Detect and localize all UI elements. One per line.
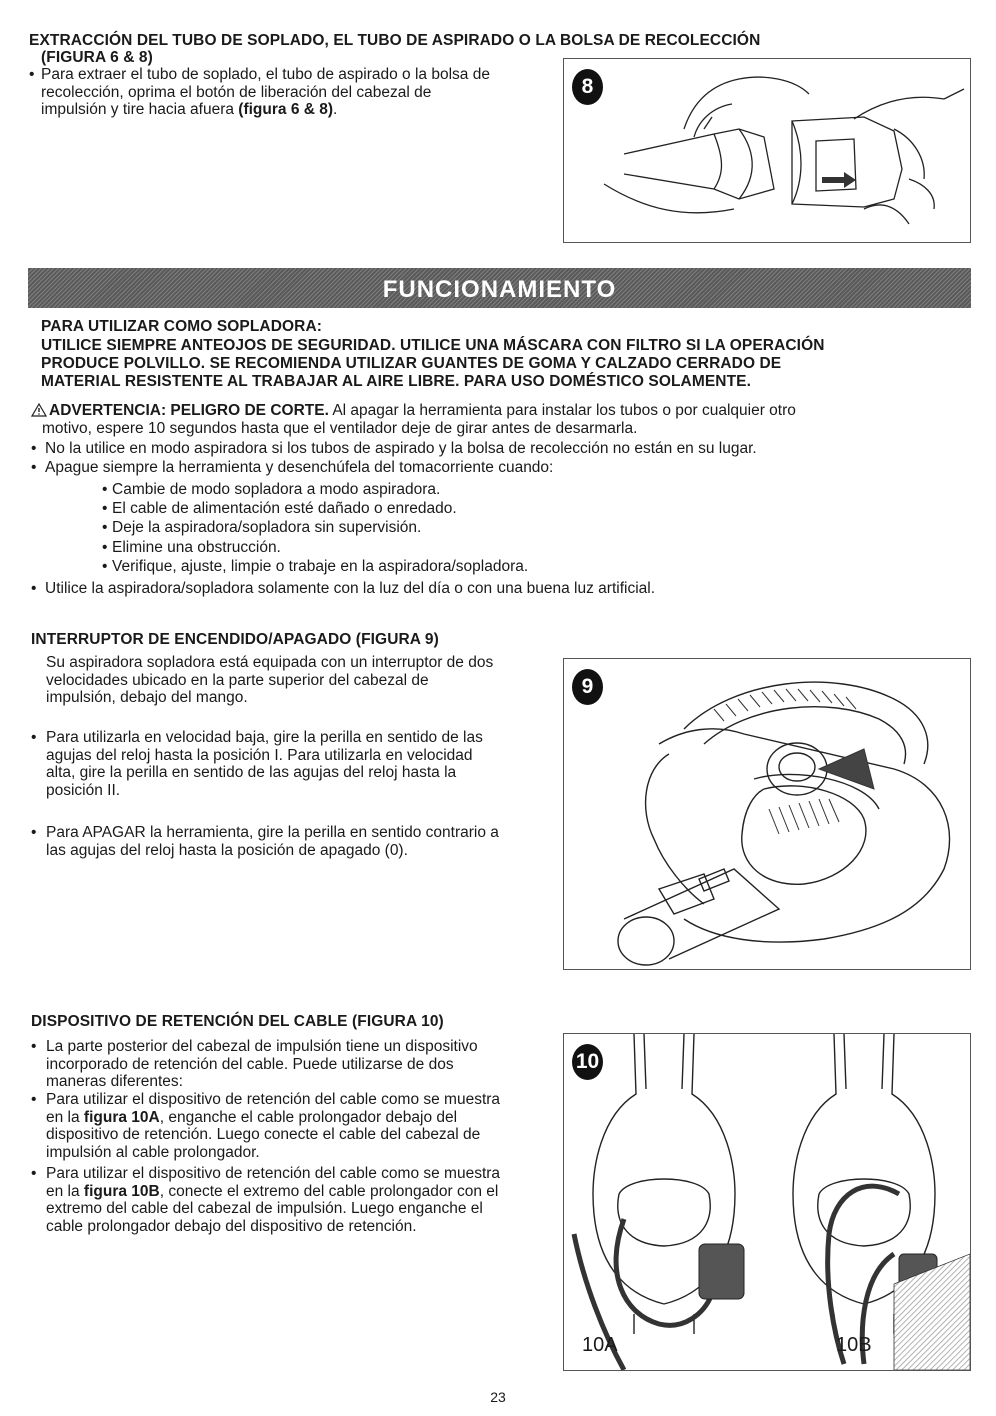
cable-heading: DISPOSITIVO DE RETENCIÓN DEL CABLE (FIGURA 10) [31,1013,444,1030]
bullet-marker: • [31,1091,37,1108]
text-span: impulsión y tire hacia afuera [41,101,239,119]
text-span: en la [46,1182,84,1200]
sub-item: Verifique, ajuste, limpie o trabaje en la aspiradora/sopladora. [112,558,529,575]
warning-triangle-icon [31,403,47,422]
text-line: alta, gire la perilla en sentido de las agujas del reloj hasta la [46,764,457,782]
figure-number-badge: 10 [572,1044,603,1080]
text-line: velocidades ubicado en la parte superior del cabezal de [46,671,429,689]
text-span: , enganche el cable prolongador debajo del [159,1108,458,1126]
section-heading: EXTRACCIÓN DEL TUBO DE SOPLADO, EL TUBO DE ASPIRADO O LA BOLSA DE RECOLECCIÓN [29,32,761,49]
text-line: Para utilizar el dispositivo de retención del cable como se muestra [46,1165,501,1182]
bullet-marker: • [102,539,108,556]
switch-heading: INTERRUPTOR DE ENCENDIDO/APAGADO (FIGURA 9) [31,631,439,648]
text-line: dispositivo de retención. Luego conecte el cable del cabezal de [46,1126,481,1144]
bullet-marker: • [31,580,37,597]
safety-line: UTILICE SIEMPRE ANTEOJOS DE SEGURIDAD. UTILICE UNA MÁSCARA CON FILTRO SI LA OPERACIÓN [41,337,825,354]
text-line: maneras diferentes: [46,1073,183,1091]
text-line: las agujas del reloj hasta la posición de apagado (0). [46,841,408,859]
operation-bullet: Utilice la aspiradora/sopladora solamente con la luz del día o con una buena luz artificial. [45,580,656,597]
switch-low-speed [46,729,566,799]
section-banner [28,268,971,308]
operation-bullet: Apague siempre la herramienta y desenchúfela del tomacorriente cuando: [45,459,554,476]
figure-number-badge: 8 [572,69,603,105]
figure-8-box [563,58,971,243]
text-line: La parte posterior del cabezal de impulsión tiene un dispositivo [46,1038,478,1055]
bullet-marker: • [31,1038,37,1055]
removal-instructions [41,66,561,119]
bullet-marker: • [31,440,37,457]
operation-bullet: No la utilice en modo aspiradora si los tubos de aspirado y la bolsa de recolección no están en su lugar. [45,440,757,457]
bullet-marker: • [102,500,108,517]
blower-illustration [564,659,970,969]
text-line: agujas del reloj hasta la posición I. Para utilizarla en velocidad [46,746,473,764]
bullet-marker: • [31,459,37,476]
text-line: Su aspiradora sopladora está equipada con un interruptor de dos [46,654,494,671]
text-span: . [333,101,338,119]
switch-intro [46,654,566,707]
bullet-marker: • [102,558,108,575]
section-heading-figure-ref: (FIGURA 6 & 8) [41,49,153,66]
text-line: impulsión al cable prolongador. [46,1143,260,1161]
bullet-marker: • [102,481,108,498]
sub-item: Cambie de modo sopladora a modo aspiradora. [112,481,441,498]
bullet-marker: • [31,1165,37,1182]
page-number: 23 [490,1389,506,1405]
text-line [46,1109,566,1127]
banner-title: FUNCIONAMIENTO [382,276,617,303]
figure-10-box [563,1033,971,1371]
bullet-marker: • [31,729,37,746]
figure-reference: (figura 6 & 8) [238,101,334,119]
cable-bullet [46,1165,566,1235]
blower-heading: PARA UTILIZAR COMO SOPLADORA: [41,318,323,335]
figure-reference: figura 10B [83,1182,160,1200]
figure-label-10b: 10B [836,1334,872,1356]
figure-8-illustration [564,59,970,242]
text-line [41,101,561,119]
figure-reference: figura 10A [83,1108,160,1126]
text-line: Para utilizar el dispositivo de retención del cable como se muestra [46,1091,501,1108]
text-line: extremo del cable del cabezal de impulsión. Luego enganche el [46,1200,483,1218]
bullet-marker: • [102,519,108,536]
text-line: impulsión, debajo del mango. [46,689,248,707]
text-line: cable prolongador debajo del dispositivo de retención. [46,1217,417,1235]
cable-retention-illustration [564,1034,970,1370]
bullet-marker: • [31,824,37,841]
warning-text: motivo, espere 10 segundos hasta que el ventilador deje de girar antes de desarmarla. [42,420,638,437]
text-span: en la [46,1108,84,1126]
warning-text: Al apagar la herramienta para instalar los tubos o por cualquier otro [328,402,796,419]
text-line: Para APAGAR la herramienta, gire la perilla en sentido contrario a [46,824,499,841]
safety-line: PRODUCE POLVILLO. SE RECOMIENDA UTILIZAR GUANTES DE GOMA Y CALZADO CERRADO DE [41,355,782,372]
text-line: Para utilizarla en velocidad baja, gire la perilla en sentido de las [46,729,483,746]
safety-line: MATERIAL RESISTENTE AL TRABAJAR AL AIRE LIBRE. PARA USO DOMÉSTICO SOLAMENTE. [41,373,752,390]
bullet-marker: • [29,66,35,83]
sub-item: Elimine una obstrucción. [112,539,281,556]
text-line: Para extraer el tubo de soplado, el tubo de aspirado o la bolsa de [41,66,490,83]
figure-label-10a: 10A [582,1334,618,1356]
sub-item: El cable de alimentación esté dañado o enredado. [112,500,457,517]
sub-item: Deje la aspiradora/sopladora sin supervisión. [112,519,422,536]
cable-bullet [46,1038,566,1091]
warning-label: ADVERTENCIA: PELIGRO DE CORTE. [49,402,329,419]
text-line: recolección, oprima el botón de liberación del cabezal de [41,83,432,101]
text-line [46,1183,566,1201]
text-line: posición II. [46,781,121,799]
figure-number-badge: 9 [572,669,603,705]
switch-off [46,824,566,859]
text-line: incorporado de retención del cable. Puede utilizarse de dos [46,1055,454,1073]
text-span: , conecte el extremo del cable prolongador con el [159,1182,499,1200]
figure-9-box [563,658,971,970]
warning-block [31,402,951,422]
cable-bullet [46,1091,566,1161]
